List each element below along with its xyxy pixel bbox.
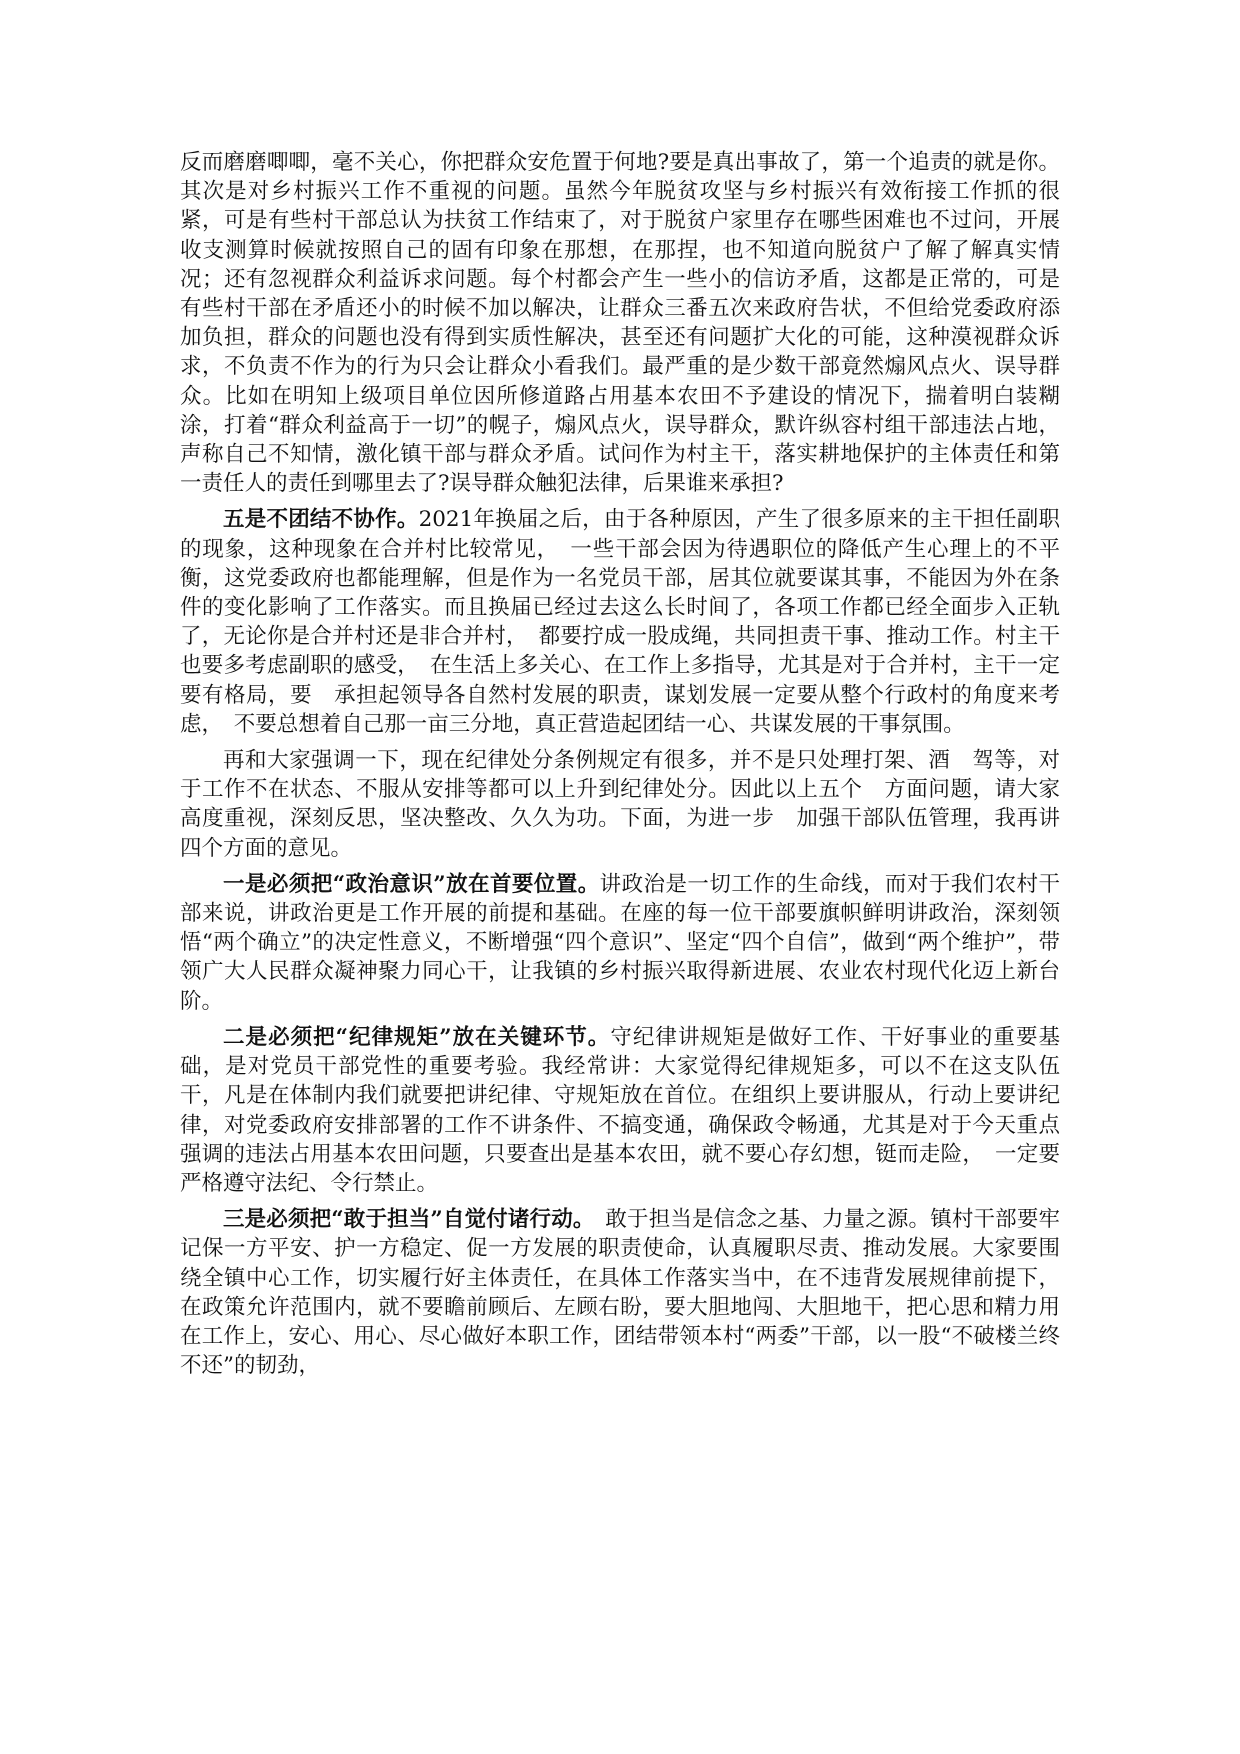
paragraph-text: 讲政治是一切工作的生命线，而对于我们农村干部来说，讲政治更是工作开展的前提和基础。在座的每一位干部要旗帜鲜明讲政治，深刻领悟“两个确立”的决定性意义，不断增强“四个意识”、坚定“四个自信”，做到“两个维护”，带领广大人民群众凝神聚力同心干，让我镇的乡村振兴取得新进展、农业农村现代化迈上新台阶。	[180, 871, 1060, 1014]
paragraph-responsibility	[180, 1205, 1060, 1380]
paragraph-transition	[180, 746, 1060, 863]
paragraph-text: 敢于担当是信念之基、力量之源。镇村干部要牢记保一方平安、护一方稳定、促一方发展的职责使命，认真履职尽责、推动发展。大家要围绕全镇中心工作，切实履行好主体责任，在具体工作落实当中，在不违背发展规律前提下，在政策允许范围内，就不要瞻前顾后、左顾右盼，要大胆地闯、大胆地干，把心思和精力用在工作上，安心、用心、尽心做好本职工作，团结带领本村“两委”干部，以一股“不破楼兰终不还”的韧劲，	[180, 1207, 1060, 1379]
paragraph-heading: 二是必须把“纪律规矩”放在关键环节。	[223, 1024, 611, 1050]
paragraph-text: 反而磨磨唧唧，毫不关心，你把群众安危置于何地?要是真出事故了，第一个追责的就是你。其次是对乡村振兴工作不重视的问题。虽然今年脱贫攻坚与乡村振兴有效衔接工作抓的很紧，可是有些村干部总认为扶贫工作结束了，对于脱贫户家里存在哪些困难也不过问，开展收支测算时候就按照自己的固有印象在那想，在那捏，也不知道向脱贫户了解了解真实情况；还有忽视群众利益诉求问题。每个村都会产生一些小的信访矛盾，这都是正常的，可是有些村干部在矛盾还小的时候不加以解决，让群众三番五次来政府告状，不但给党委政府添加负担，群众的问题也没有得到实质性解决，甚至还有问题扩大化的可能，这种漠视群众诉求，不负责不作为的行为只会让群众小看我们。最严重的是少数干部竟然煽风点火、误导群众。比如在明知上级项目单位因所修道路占用基本农田不予建设的情况下，揣着明白装糊涂，打着“群众利益高于一切”的幌子，煽风点火，误导群众，默许纵容村组干部违法占地，声称自己不知情，激化镇干部与群众矛盾。试问作为村主干，落实耕地保护的主体责任和第一责任人的责任到哪里去了?误导群众触犯法律，后果谁来承担?	[180, 150, 1060, 497]
paragraph-text: 2021年换届之后，由于各种原因，产生了很多原来的主干担任副职的现象，这种现象在合并村比较常见， 一些干部会因为待遇职位的降低产生心理上的不平衡，这党委政府也都能理解，但是作为一名党员干部，居其位就要谋其事，不能因为外在条件的变化影响了工作落实。而且换届已经过去这么长时间了，各项工作都已经全面步入正轨了，无论你是合并村还是非合并村， 都要拧成一股成绳，共同担责干事、推动工作。村主干也要多考虑副职的感受， 在生活上多关心、在工作上多指导，尤其是对于合并村，主干一定要有格局，要 承担起领导各自然村发展的职责，谋划发展一定要从整个行政村的角度来考虑， 不要总想着自己那一亩三分地，真正营造起团结一心、共谋发展的干事氛围。	[180, 507, 1060, 737]
paragraph-text: 再和大家强调一下，现在纪律处分条例规定有很多，并不是只处理打架、酒 驾等，对于工作不在状态、不服从安排等都可以上升到纪律处分。因此以上五个 方面问题，请大家高度重视，深刻反思，坚决整改、久久为功。下面，为进一步 加强干部队伍管理，我再讲四个方面的意见。	[180, 748, 1060, 861]
paragraph-continuation	[180, 148, 1060, 498]
document-page	[180, 148, 1060, 1387]
paragraph-heading: 三是必须把“敢于担当”自觉付诸行动。	[223, 1207, 584, 1233]
paragraph-text: 守纪律讲规矩是做好工作、干好事业的重要基础，是对党员干部党性的重要考验。我经常讲：大家觉得纪律规矩多，可以不在这支队伍干，凡是在体制内我们就要把讲纪律、守规矩放在首位。在组织上要讲服从，行动上要讲纪律，对党委政府安排部署的工作不讲条件、不搞变通，确保政令畅通，尤其是对于今天重点强调的违法占用基本农田问题，只要查出是基本农田，就不要心存幻想，铤而走险， 一定要严格遵守法纪、令行禁止。	[180, 1024, 1060, 1196]
paragraph-heading: 一是必须把“政治意识”放在首要位置。	[223, 871, 600, 897]
paragraph-point-five	[180, 505, 1060, 739]
paragraph-discipline-rules	[180, 1023, 1060, 1198]
paragraph-political-awareness	[180, 870, 1060, 1016]
paragraph-heading: 五是不团结不协作。	[223, 507, 419, 533]
